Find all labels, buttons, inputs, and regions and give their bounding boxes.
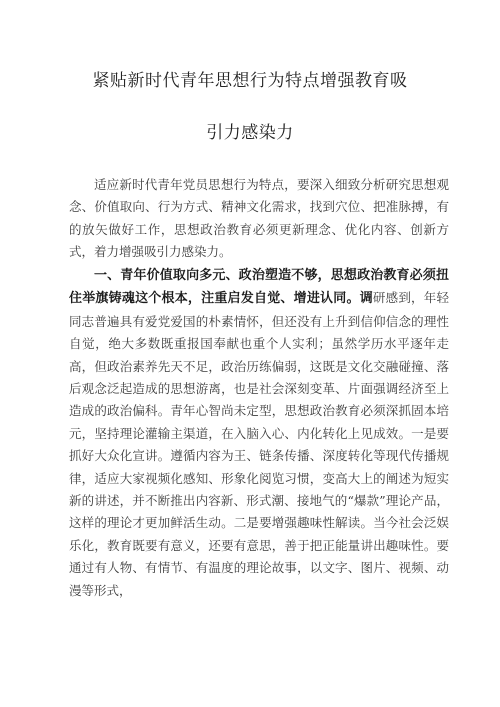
section-1-heading: 一、青年价值取向多元、政治塑造不够，思想政治教育必须扭住举旗铸魂这个根本，注重启发自觉、增进认同。调 bbox=[69, 268, 449, 307]
section-1-body: 研感到，年轻同志普遍具有爱党爱国的朴素情怀，但还没有上升到信仰信念的理性自觉，绝大多数既重报国奉献也重个人实利；虽然学历水平逐年走高，但政治素养先天不足，政治历练偏弱，这既是文化交融碰撞、落后观念泛起造成的思想游离，也是社会深刻变革、片面强调经济至上造成的政治偏科。青年心智尚未定型，思想政治教育必须深抓固本培元，坚持理论灌输主渠道，在入脑入心、内化转化上见成效。一是要抓好大众化宣讲。遵循内容为王、链条传播、深度转化等现代传播规律，适应大家视频化感知、形象化阅览习惯，变高大上的阐述为短实新的讲述，并不断推出内容新、形式潮、接地气的“爆款”理论产品，这样的理论才更加鲜活生动。二是要增强趣味性解读。当今社会泛娱乐化，教育既要有意义，还要有意思，善于把正能量讲出趣味性。要通过有人物、有情节、有温度的理论故事，以文字、图片、视频、动漫等形式， bbox=[69, 290, 449, 598]
section-1-paragraph bbox=[69, 264, 449, 602]
intro-paragraph: 适应新时代青年党员思想行为特点，要深入细致分析研究思想观念、价值取向、行为方式、精神文化需求，找到穴位、把准脉搏，有的放矢做好工作，思想政治教育必须更新理念、优化内容、创新方式，着力增强吸引力感染力。 bbox=[69, 177, 449, 260]
document-title-line-1: 紧贴新时代青年思想行为特点增强教育吸 bbox=[92, 71, 408, 91]
document-title-line-2: 引力感染力 bbox=[206, 123, 294, 143]
